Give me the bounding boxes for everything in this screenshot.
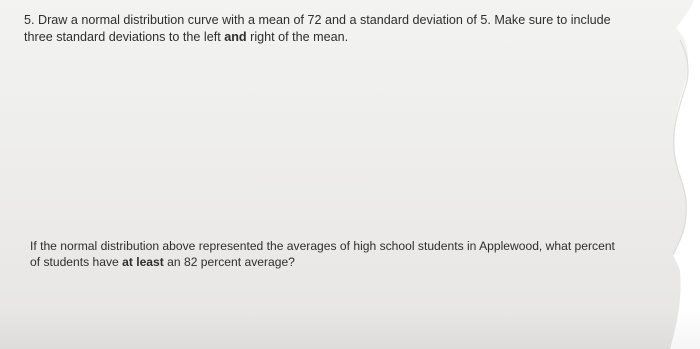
- question-5-bold-and: and: [224, 30, 247, 44]
- page-edge-shadow: [610, 0, 700, 349]
- question-5-line-1: 5. Draw a normal distribution curve with a mean of 72 and a standard deviation of 5. Make sure to include: [24, 13, 611, 27]
- followup-bold-at-least: at least: [122, 255, 164, 269]
- question-5-text: [24, 12, 664, 46]
- followup-line-2-start: of students have: [30, 255, 123, 269]
- followup-question-text: [30, 238, 685, 270]
- followup-line-2-end: an 82 percent average?: [163, 255, 295, 269]
- followup-line-1: If the normal distribution above represented the averages of high school students in Applewood, what percent: [30, 239, 615, 253]
- question-5-line-2-start: three standard deviations to the left: [24, 30, 225, 44]
- page-bottom-shade: [0, 309, 700, 349]
- question-5-line-2: [24, 29, 664, 46]
- followup-line-2: [30, 254, 685, 270]
- question-5-line-2-end: right of the mean.: [246, 30, 349, 44]
